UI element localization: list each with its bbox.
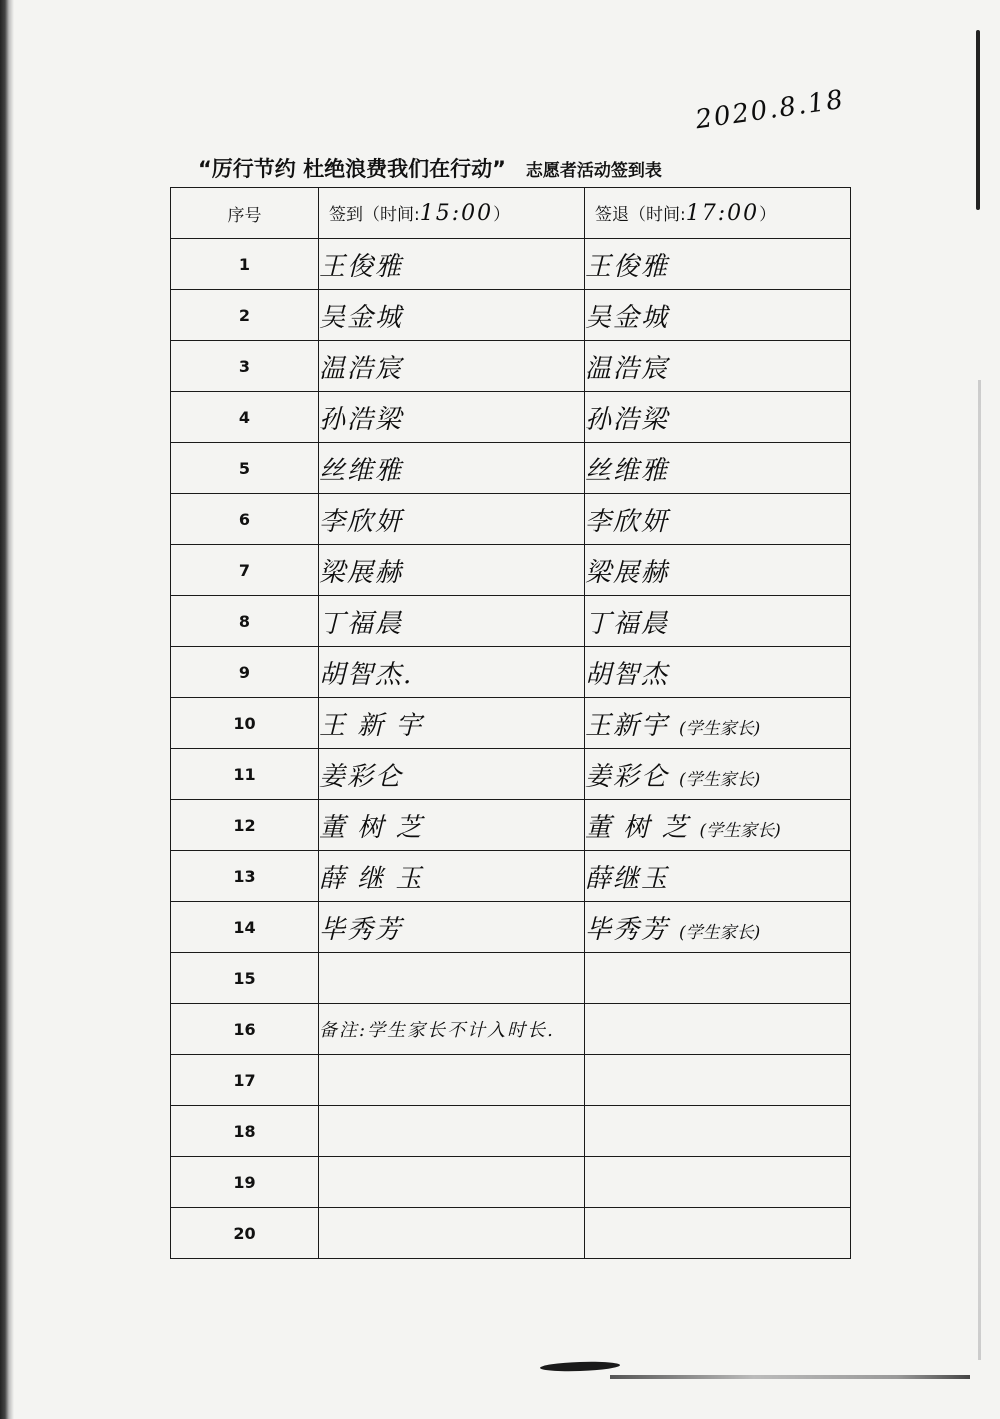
- header-checkin-label: 签到（时间:: [329, 205, 420, 225]
- parent-note: (学生家长): [679, 922, 761, 943]
- checkin-signature: [319, 1055, 585, 1106]
- scan-mark: [978, 380, 981, 1360]
- row-number: 13: [171, 851, 319, 902]
- row-number: 9: [171, 647, 319, 698]
- table-row: [171, 800, 851, 851]
- title-sub: 志愿者活动签到表: [525, 160, 662, 181]
- table-row: [171, 290, 851, 341]
- checkout-name: 胡智杰: [585, 659, 670, 690]
- checkin-signature: [319, 953, 585, 1004]
- row-number: 20: [171, 1208, 319, 1259]
- row-number: 11: [171, 749, 319, 800]
- table-row: [171, 902, 851, 953]
- checkin-signature: 丁福晨: [319, 596, 585, 647]
- table-row: [171, 749, 851, 800]
- parent-note: (学生家长): [679, 769, 761, 790]
- table-row: [171, 1004, 851, 1055]
- table-row: [171, 392, 851, 443]
- row-number: 10: [171, 698, 319, 749]
- checkout-signature: [585, 443, 851, 494]
- signin-table: [170, 187, 851, 1259]
- checkout-signature: [585, 596, 851, 647]
- row-number: 2: [171, 290, 319, 341]
- header-no: 序号: [171, 188, 319, 239]
- table-row: [171, 1157, 851, 1208]
- scan-mark: [976, 30, 980, 210]
- table-row: [171, 341, 851, 392]
- checkout-name: 毕秀芳: [585, 914, 670, 945]
- header-checkin: [319, 188, 585, 239]
- row-number: 17: [171, 1055, 319, 1106]
- checkout-name: 丝维雅: [585, 455, 670, 486]
- header-checkout: [585, 188, 851, 239]
- checkin-signature: 王俊雅: [319, 239, 585, 290]
- checkout-signature: [585, 800, 851, 851]
- row-number: 16: [171, 1004, 319, 1055]
- row-number: 3: [171, 341, 319, 392]
- checkout-signature: [585, 1004, 851, 1055]
- checkout-signature: [585, 1106, 851, 1157]
- header-checkin-time: 15:00: [419, 201, 494, 226]
- checkin-signature: 孙浩梁: [319, 392, 585, 443]
- checkout-name: 王俊雅: [585, 251, 670, 282]
- remark-note: 备注:学生家长不计入时长.: [319, 1004, 585, 1055]
- table-row: [171, 545, 851, 596]
- row-number: 15: [171, 953, 319, 1004]
- checkin-signature: [319, 1106, 585, 1157]
- row-number: 1: [171, 239, 319, 290]
- scan-smudge: [540, 1361, 620, 1373]
- row-number: 12: [171, 800, 319, 851]
- header-close-paren: ）: [759, 205, 777, 225]
- checkout-name: 孙浩梁: [585, 404, 670, 435]
- table-row: [171, 239, 851, 290]
- row-number: 7: [171, 545, 319, 596]
- row-number: 14: [171, 902, 319, 953]
- checkin-signature: 温浩宸: [319, 341, 585, 392]
- table-row: [171, 1055, 851, 1106]
- checkin-signature: 李欣妍: [319, 494, 585, 545]
- checkin-signature: 梁展赫: [319, 545, 585, 596]
- checkin-signature: 姜彩仑: [319, 749, 585, 800]
- row-number: 8: [171, 596, 319, 647]
- checkout-signature: [585, 239, 851, 290]
- title-main: “厉行节约 杜绝浪费我们在行动”: [198, 157, 506, 181]
- document-title: [198, 148, 838, 188]
- table-row: [171, 1208, 851, 1259]
- checkin-signature: 吴金城: [319, 290, 585, 341]
- checkin-signature: [319, 1157, 585, 1208]
- parent-note: (学生家长): [699, 820, 781, 841]
- row-number: 5: [171, 443, 319, 494]
- table-row: [171, 1106, 851, 1157]
- table-row: [171, 494, 851, 545]
- checkout-signature: [585, 341, 851, 392]
- checkout-signature: [585, 698, 851, 749]
- row-number: 6: [171, 494, 319, 545]
- checkout-signature: [585, 545, 851, 596]
- table-row: [171, 596, 851, 647]
- header-checkout-label: 签退（时间:: [595, 205, 686, 225]
- checkout-name: 董 树 芝: [585, 812, 690, 843]
- checkin-signature: 王 新 宇: [319, 698, 585, 749]
- checkout-signature: [585, 392, 851, 443]
- row-number: 4: [171, 392, 319, 443]
- checkout-signature: [585, 647, 851, 698]
- checkout-signature: [585, 1157, 851, 1208]
- checkout-signature: [585, 1208, 851, 1259]
- checkin-signature: 毕秀芳: [319, 902, 585, 953]
- checkin-signature: [319, 1208, 585, 1259]
- table-row: [171, 698, 851, 749]
- checkout-name: 姜彩仑: [585, 761, 670, 792]
- scan-left-edge: [0, 0, 14, 1419]
- header-checkout-time: 17:00: [685, 201, 760, 226]
- checkout-signature: [585, 1055, 851, 1106]
- checkout-name: 李欣妍: [585, 506, 670, 537]
- table-row: [171, 953, 851, 1004]
- scan-smudge: [610, 1375, 970, 1379]
- checkout-name: 吴金城: [585, 302, 670, 333]
- table-row: [171, 851, 851, 902]
- checkout-signature: [585, 749, 851, 800]
- checkout-name: 丁福晨: [585, 608, 670, 639]
- checkout-name: 薛继玉: [585, 863, 670, 894]
- checkin-signature: 丝维雅: [319, 443, 585, 494]
- table-row: [171, 443, 851, 494]
- header-close-paren: ）: [493, 205, 511, 225]
- checkout-signature: [585, 290, 851, 341]
- header-row: [171, 188, 851, 239]
- checkout-signature: [585, 851, 851, 902]
- checkout-signature: [585, 494, 851, 545]
- parent-note: (学生家长): [679, 718, 761, 739]
- checkout-name: 温浩宸: [585, 353, 670, 384]
- checkout-signature: [585, 953, 851, 1004]
- checkin-signature: 胡智杰.: [319, 647, 585, 698]
- checkout-signature: [585, 902, 851, 953]
- checkout-name: 梁展赫: [585, 557, 670, 588]
- checkin-signature: 薛 继 玉: [319, 851, 585, 902]
- handwritten-date: 2020.8.18: [693, 84, 847, 136]
- row-number: 19: [171, 1157, 319, 1208]
- checkin-signature: 董 树 芝: [319, 800, 585, 851]
- row-number: 18: [171, 1106, 319, 1157]
- checkout-name: 王新宇: [585, 710, 670, 741]
- table-row: [171, 647, 851, 698]
